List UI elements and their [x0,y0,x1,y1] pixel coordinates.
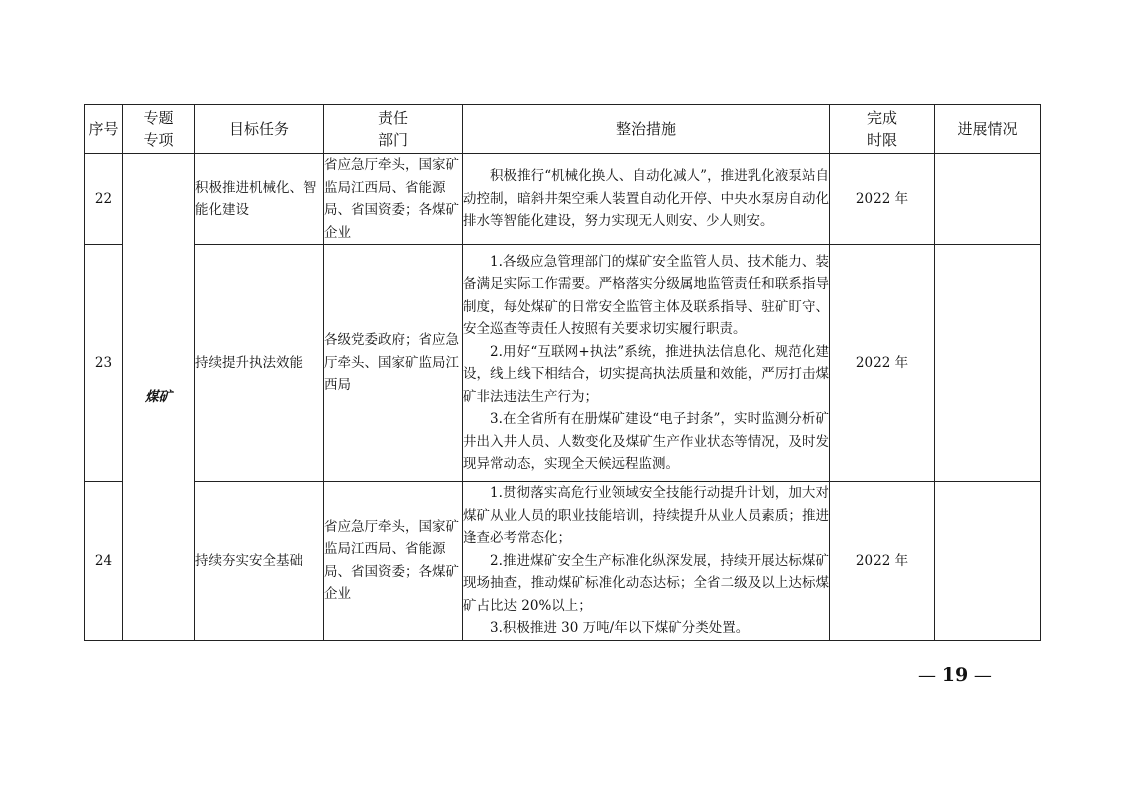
table-row [85,482,1041,641]
header-topic-line2: 专项 [143,131,174,149]
row-measures [463,482,830,641]
row-dept: 各级党委政府；省应急厅牵头、国家矿监局江西局 [324,245,463,482]
page-number: 19 [941,664,969,686]
row-dept: 省应急厅牵头，国家矿监局江西局、省能源局、省国资委；各煤矿企业 [324,154,463,245]
row-target: 持续夯实安全基础 [195,482,324,641]
row-deadline: 2022 年 [830,482,935,641]
row-deadline: 2022 年 [830,245,935,482]
row-seq: 24 [85,482,123,641]
row-deadline: 2022 年 [830,154,935,245]
measure-paragraph: 积极推行“机械化换人、自动化减人”，推进乳化液泵站自动控制，暗斜井架空乘人装置自动化开停、中央水泵房自动化排水等智能化建设，努力实现无人则安、少人则安。 [463,168,829,230]
header-measures: 整治措施 [463,105,830,154]
row-target: 持续提升执法效能 [195,245,324,482]
header-dept-line1: 责任 [377,109,408,127]
measure-paragraph: 3.在全省所有在册煤矿建设“电子封条”，实时监测分析矿井出入井人员、人数变化及煤矿生产作业状态等情况，及时发现异常动态，实现全天候远程监测。 [463,411,829,472]
measure-paragraph: 3.积极推进 30 万吨/年以下煤矿分类处置。 [490,620,750,636]
measure-paragraph: 2.推进煤矿安全生产标准化纵深发展，持续开展达标煤矿现场抽查，推动煤矿标准化动态达标；全省二级及以上达标煤矿占比达 20%以上； [463,552,829,614]
topic-cell: 煤矿 [123,154,195,641]
header-deadline-line1: 完成 [866,109,897,127]
header-progress: 进展情况 [935,105,1041,154]
header-seq: 序号 [85,105,123,154]
measure-paragraph: 1.贯彻落实高危行业领域安全技能行动提升计划，加大对煤矿从业人员的职业技能培训，持续提升从业人员素质；推进逢查必考常态化； [463,485,829,546]
header-target: 目标任务 [195,105,324,154]
row-measures [463,154,830,245]
row-progress [935,154,1041,245]
row-target: 积极推进机械化、智能化建设 [195,154,324,245]
row-progress [935,245,1041,482]
row-dept: 省应急厅牵头，国家矿监局江西局、省能源局、省国资委；各煤矿企业 [324,482,463,641]
rectification-table [84,104,1041,641]
table-header-row [85,105,1041,154]
page-dash-left: — [918,665,936,686]
header-topic [123,105,195,154]
header-dept [324,105,463,154]
header-deadline-line2: 时限 [866,131,897,149]
measure-paragraph: 1.各级应急管理部门的煤矿安全监管人员、技术能力、装备满足实际工作需要。严格落实分级属地监管责任和联系指导制度，每处煤矿的日常安全监管主体及联系指导、驻矿盯守、安全巡查等责任人按照有关要求切实履行职责。 [463,253,829,337]
table-row [85,154,1041,245]
header-topic-line1: 专题 [143,109,174,127]
measure-paragraph: 2.用好“互联网+执法”系统，推进执法信息化、规范化建设，线上线下相结合，切实提高执法质量和效能，严厉打击煤矿非法违法生产行为； [463,343,829,405]
page-dash-right: — [973,665,992,686]
table-row [85,245,1041,482]
header-deadline [830,105,935,154]
row-progress [935,482,1041,641]
row-measures [463,245,830,482]
row-seq: 23 [85,245,123,482]
page-number-footer [918,664,992,686]
row-seq: 22 [85,154,123,245]
header-dept-line2: 部门 [377,131,408,149]
